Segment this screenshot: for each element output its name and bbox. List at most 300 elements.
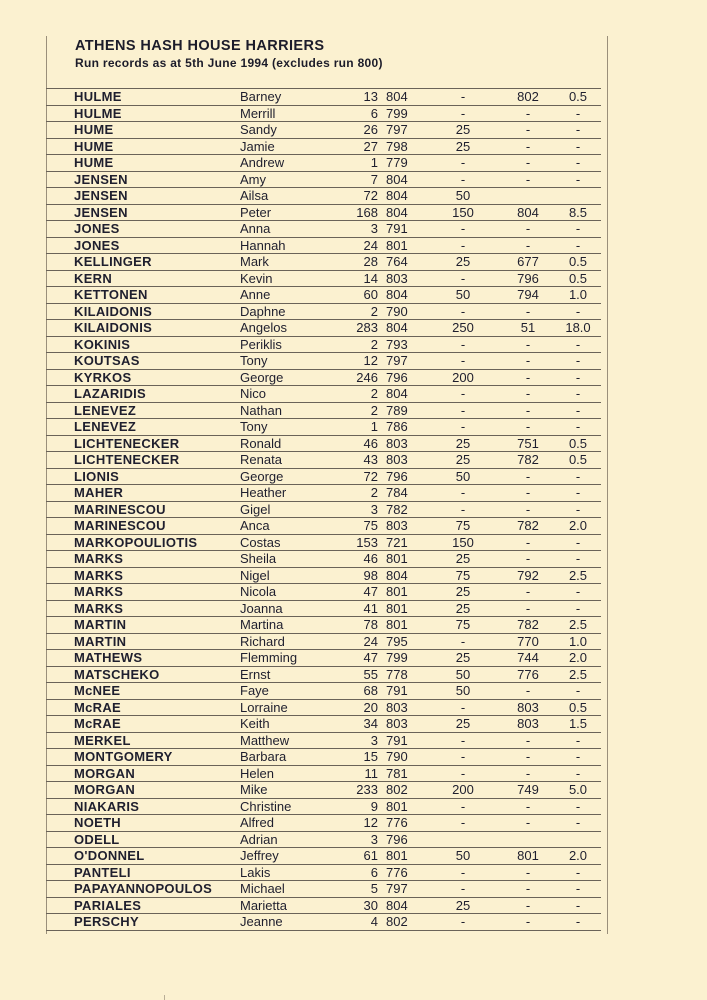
table-row <box>46 106 601 123</box>
surname-cell: KETTONEN <box>74 287 148 302</box>
first-name-cell: Jeffrey <box>240 848 279 863</box>
table-row <box>46 271 601 288</box>
ratio-cell: - <box>575 221 581 236</box>
runs-cell: 2 <box>370 402 378 418</box>
last-run-cell: 803 <box>386 699 408 715</box>
runs-cell: 24 <box>363 237 378 253</box>
runs-cell: 46 <box>363 435 378 451</box>
first-name-cell: Amy <box>240 171 266 187</box>
surname-cell: MARINESCOU <box>74 518 166 533</box>
last-hare-cell: - <box>525 501 531 517</box>
runs-cell: 30 <box>363 897 378 913</box>
first-name-cell: Mike <box>240 782 268 797</box>
surname-cell: MONTGOMERY <box>74 749 173 764</box>
ratio-cell: 0.5 <box>568 254 588 269</box>
first-name-cell: Tony <box>240 353 268 368</box>
last-hare-cell: - <box>525 353 531 368</box>
runs-cell: 3 <box>370 732 378 748</box>
first-name-cell: Angelos <box>240 320 287 335</box>
last-run-cell: 797 <box>386 881 408 896</box>
runs-cell: 168 <box>356 204 378 220</box>
runs-cell: 72 <box>363 468 378 484</box>
runs-cell: 98 <box>363 567 378 583</box>
ratio-cell: 2.0 <box>568 650 588 665</box>
runs-cell: 12 <box>363 815 378 830</box>
hare-cell: 25 <box>455 716 471 731</box>
surname-cell: HUME <box>74 155 114 170</box>
table-row <box>46 634 601 651</box>
first-name-cell: Anca <box>240 518 270 533</box>
last-hare-cell: 796 <box>517 270 539 286</box>
first-name-cell: Barbara <box>240 749 287 764</box>
ratio-cell: - <box>575 765 581 781</box>
runs-cell: 72 <box>363 188 378 203</box>
hare-cell: - <box>460 221 466 236</box>
table-row <box>46 386 601 403</box>
ratio-cell: - <box>575 815 581 830</box>
last-run-cell: 789 <box>386 402 408 418</box>
last-hare-cell: - <box>525 798 531 814</box>
table-row <box>46 617 601 634</box>
ratio-cell: - <box>575 155 581 170</box>
surname-cell: KERN <box>74 270 113 286</box>
table-row <box>46 518 601 535</box>
last-hare-cell: - <box>525 155 531 170</box>
runs-cell: 233 <box>356 782 378 797</box>
first-name-cell: Jeanne <box>240 914 283 929</box>
ratio-cell: 1.5 <box>568 716 588 731</box>
table-row <box>46 155 601 172</box>
last-run-cell: 804 <box>386 386 408 401</box>
surname-cell: MARTIN <box>74 617 127 632</box>
hare-cell: 75 <box>455 617 471 632</box>
table-row <box>46 601 601 618</box>
last-run-cell: 801 <box>386 600 408 616</box>
table-row <box>46 898 601 915</box>
surname-cell: LENEVEZ <box>74 419 137 434</box>
runs-cell: 1 <box>370 419 378 434</box>
last-hare-cell: - <box>525 914 531 929</box>
runs-cell: 6 <box>370 864 378 880</box>
runs-cell: 60 <box>363 287 378 302</box>
hare-cell: 200 <box>452 782 474 797</box>
runs-cell: 47 <box>363 584 378 599</box>
ratio-cell: 1.0 <box>568 287 588 302</box>
first-name-cell: Ernst <box>240 666 271 682</box>
runs-cell: 46 <box>363 551 378 566</box>
surname-cell: JENSEN <box>74 188 128 203</box>
table-row <box>46 568 601 585</box>
last-hare-cell: 802 <box>517 89 539 104</box>
hare-cell: 50 <box>455 848 471 863</box>
surname-cell: NIAKARIS <box>74 798 140 814</box>
runs-cell: 47 <box>363 650 378 665</box>
document-title: ATHENS HASH HOUSE HARRIERS <box>75 38 325 54</box>
ratio-cell: - <box>575 369 581 385</box>
last-run-cell: 804 <box>386 204 408 220</box>
runs-cell: 12 <box>363 353 378 368</box>
last-hare-cell: - <box>525 402 531 418</box>
table-row <box>46 89 601 106</box>
runs-cell: 11 <box>364 765 378 781</box>
first-name-cell: Periklis <box>240 336 282 352</box>
ratio-cell: 2.0 <box>568 848 588 863</box>
surname-cell: MARKS <box>74 600 124 616</box>
last-hare-cell: - <box>525 386 531 401</box>
fold-mark <box>164 995 172 1000</box>
runs-cell: 28 <box>363 254 378 269</box>
runs-cell: 78 <box>363 617 378 632</box>
runs-cell: 2 <box>370 485 378 500</box>
surname-cell: O'DONNEL <box>74 848 145 863</box>
surname-cell: MARKS <box>74 551 124 566</box>
surname-cell: KOUTSAS <box>74 353 140 368</box>
first-name-cell: George <box>240 468 284 484</box>
surname-cell: JENSEN <box>74 171 128 187</box>
first-name-cell: Tony <box>240 419 268 434</box>
first-name-cell: Costas <box>240 534 281 550</box>
table-row <box>46 172 601 189</box>
surname-cell: MATHEWS <box>74 650 143 665</box>
last-run-cell: 797 <box>386 353 408 368</box>
runs-cell: 75 <box>363 518 378 533</box>
surname-cell: PARIALES <box>74 897 142 913</box>
ratio-cell: 0.5 <box>568 270 588 286</box>
last-hare-cell: 782 <box>517 518 539 533</box>
last-run-cell: 801 <box>386 848 408 863</box>
hare-cell: - <box>460 171 466 187</box>
surname-cell: MARKS <box>74 584 124 599</box>
table-row <box>46 716 601 733</box>
runs-cell: 20 <box>363 699 378 715</box>
last-hare-cell: - <box>525 864 531 880</box>
surname-cell: JENSEN <box>74 204 128 220</box>
table-row <box>46 700 601 717</box>
table-row <box>46 485 601 502</box>
ratio-cell: 0.5 <box>568 699 588 715</box>
surname-cell: MATSCHEKO <box>74 666 160 682</box>
hare-cell: 50 <box>455 666 471 682</box>
ratio-cell: - <box>575 749 581 764</box>
runs-cell: 1 <box>370 155 378 170</box>
last-run-cell: 803 <box>386 435 408 451</box>
last-hare-cell: - <box>525 600 531 616</box>
table-row <box>46 287 601 304</box>
last-hare-cell: 794 <box>517 287 539 302</box>
surname-cell: PERSCHY <box>74 914 139 929</box>
last-hare-cell: - <box>525 897 531 913</box>
table-row <box>46 370 601 387</box>
last-hare-cell: - <box>525 732 531 748</box>
table-row <box>46 749 601 766</box>
first-name-cell: Kevin <box>240 270 273 286</box>
last-hare-cell: 792 <box>517 567 539 583</box>
hare-cell: 25 <box>455 435 471 451</box>
first-name-cell: Joanna <box>240 600 283 616</box>
last-hare-cell: - <box>525 369 531 385</box>
runs-cell: 3 <box>370 501 378 517</box>
hare-cell: - <box>460 336 466 352</box>
surname-cell: MARKOPOULIOTIS <box>74 534 198 550</box>
ratio-cell: - <box>575 105 581 121</box>
first-name-cell: Nathan <box>240 402 282 418</box>
runs-cell: 15 <box>363 749 378 764</box>
hare-cell: 25 <box>455 551 471 566</box>
last-hare-cell: - <box>525 303 531 319</box>
last-run-cell: 791 <box>386 683 408 698</box>
surname-cell: KELLINGER <box>74 254 152 269</box>
hare-cell: - <box>460 732 466 748</box>
runs-cell: 13 <box>363 89 378 104</box>
hare-cell: - <box>460 386 466 401</box>
table-row <box>46 683 601 700</box>
surname-cell: MERKEL <box>74 732 131 748</box>
hare-cell: - <box>460 402 466 418</box>
table-row <box>46 881 601 898</box>
surname-cell: KYRKOS <box>74 369 132 385</box>
runs-cell: 3 <box>370 221 378 236</box>
hare-cell: - <box>460 765 466 781</box>
last-hare-cell: - <box>525 237 531 253</box>
table-row <box>46 188 601 205</box>
hare-cell: - <box>460 419 466 434</box>
last-run-cell: 721 <box>386 534 408 550</box>
first-name-cell: Anna <box>240 221 271 236</box>
table-row <box>46 782 601 799</box>
ratio-cell: 18.0 <box>565 320 591 335</box>
first-name-cell: Helen <box>240 765 274 781</box>
hare-cell: 25 <box>455 122 471 137</box>
first-name-cell: Jamie <box>240 138 275 154</box>
table-row <box>46 254 601 271</box>
surname-cell: MORGAN <box>74 782 136 797</box>
last-run-cell: 802 <box>386 914 408 929</box>
last-hare-cell: 677 <box>517 254 539 269</box>
ratio-cell: - <box>575 402 581 418</box>
runs-cell: 27 <box>363 138 378 154</box>
surname-cell: PAPAYANNOPOULOS <box>74 881 213 896</box>
hare-cell: 50 <box>455 683 471 698</box>
ratio-cell: - <box>575 386 581 401</box>
last-run-cell: 804 <box>386 897 408 913</box>
ratio-cell: - <box>575 138 581 154</box>
last-run-cell: 776 <box>386 815 408 830</box>
first-name-cell: Matthew <box>240 732 290 748</box>
ratio-cell: - <box>575 732 581 748</box>
first-name-cell: Hannah <box>240 237 286 253</box>
last-run-cell: 778 <box>386 666 408 682</box>
hare-cell: - <box>460 353 466 368</box>
first-name-cell: Ronald <box>240 435 282 451</box>
surname-cell: LENEVEZ <box>74 402 137 418</box>
first-name-cell: Nico <box>240 386 267 401</box>
last-hare-cell: - <box>525 749 531 764</box>
first-name-cell: Nicola <box>240 584 277 599</box>
hare-cell: - <box>460 89 466 104</box>
first-name-cell: Michael <box>240 881 285 896</box>
table-row <box>46 799 601 816</box>
first-name-cell: Faye <box>240 683 269 698</box>
last-run-cell: 796 <box>386 369 408 385</box>
last-run-cell: 801 <box>386 617 408 632</box>
last-run-cell: 799 <box>386 105 408 121</box>
hare-cell: 25 <box>455 584 471 599</box>
last-hare-cell: 782 <box>517 452 539 467</box>
last-run-cell: 796 <box>386 468 408 484</box>
last-run-cell: 803 <box>386 518 408 533</box>
last-hare-cell: 744 <box>517 650 539 665</box>
hare-cell: - <box>460 798 466 814</box>
last-run-cell: 776 <box>386 864 408 880</box>
hare-cell: - <box>460 155 466 170</box>
ratio-cell: - <box>575 897 581 913</box>
runs-cell: 43 <box>363 452 378 467</box>
runs-cell: 26 <box>363 122 378 137</box>
first-name-cell: Sheila <box>240 551 277 566</box>
first-name-cell: Heather <box>240 485 287 500</box>
table-row <box>46 733 601 750</box>
last-hare-cell: - <box>525 122 531 137</box>
table-row <box>46 584 601 601</box>
runs-cell: 2 <box>370 386 378 401</box>
surname-cell: LIONIS <box>74 468 120 484</box>
runs-cell: 3 <box>370 831 378 847</box>
first-name-cell: Renata <box>240 452 282 467</box>
ratio-cell: - <box>575 534 581 550</box>
runs-cell: 24 <box>363 633 378 649</box>
table-row <box>46 419 601 436</box>
table-row <box>46 667 601 684</box>
ratio-cell: - <box>575 600 581 616</box>
last-run-cell: 797 <box>386 122 408 137</box>
last-hare-cell: 776 <box>517 666 539 682</box>
first-name-cell: Martina <box>240 617 284 632</box>
hare-cell: 50 <box>455 468 471 484</box>
hare-cell: 250 <box>452 320 474 335</box>
hare-cell: - <box>460 237 466 253</box>
last-hare-cell: - <box>525 138 531 154</box>
last-hare-cell: 749 <box>517 782 539 797</box>
runs-cell: 14 <box>363 270 378 286</box>
ratio-cell: 0.5 <box>568 452 588 467</box>
surname-cell: NOETH <box>74 815 121 830</box>
surname-cell: PANTELI <box>74 864 131 880</box>
table-row <box>46 551 601 568</box>
surname-cell: McNEE <box>74 683 121 698</box>
last-run-cell: 804 <box>386 89 408 104</box>
last-run-cell: 802 <box>386 782 408 797</box>
table-row <box>46 848 601 865</box>
ratio-cell: - <box>575 501 581 517</box>
ratio-cell: - <box>575 864 581 880</box>
hare-cell: 25 <box>455 650 471 665</box>
surname-cell: HUME <box>74 138 114 154</box>
ratio-cell: 1.0 <box>568 633 588 649</box>
last-hare-cell: - <box>525 468 531 484</box>
last-run-cell: 790 <box>386 303 408 319</box>
last-hare-cell: - <box>525 881 531 896</box>
hare-cell: - <box>460 501 466 517</box>
hare-cell: - <box>460 815 466 830</box>
last-run-cell: 804 <box>386 188 408 203</box>
last-run-cell: 795 <box>386 633 408 649</box>
table-row <box>46 139 601 156</box>
last-hare-cell: - <box>525 551 531 566</box>
ratio-cell: - <box>575 881 581 896</box>
last-hare-cell: 751 <box>517 435 539 451</box>
table-row <box>46 452 601 469</box>
first-name-cell: Richard <box>240 633 285 649</box>
last-run-cell: 764 <box>386 254 408 269</box>
table-row <box>46 650 601 667</box>
last-hare-cell: - <box>525 765 531 781</box>
last-hare-cell: - <box>525 534 531 550</box>
last-hare-cell: - <box>525 171 531 187</box>
surname-cell: MARTIN <box>74 633 127 649</box>
table-row <box>46 238 601 255</box>
surname-cell: HULME <box>74 89 122 104</box>
hare-cell: 75 <box>455 518 471 533</box>
first-name-cell: Anne <box>240 287 271 302</box>
surname-cell: LICHTENECKER <box>74 435 180 451</box>
hare-cell: - <box>460 914 466 929</box>
ratio-cell: - <box>575 122 581 137</box>
ratio-cell: - <box>575 798 581 814</box>
last-run-cell: 779 <box>386 155 408 170</box>
first-name-cell: Sandy <box>240 122 277 137</box>
first-name-cell: Christine <box>240 798 292 814</box>
surname-cell: MARINESCOU <box>74 501 166 517</box>
ratio-cell: 2.0 <box>568 518 588 533</box>
surname-cell: HULME <box>74 105 122 121</box>
runs-cell: 9 <box>370 798 378 814</box>
first-name-cell: Nigel <box>240 567 270 583</box>
hare-cell: 50 <box>455 188 471 203</box>
table-row <box>46 535 601 552</box>
first-name-cell: Marietta <box>240 897 287 913</box>
ratio-cell: 2.5 <box>568 666 588 682</box>
hare-cell: 200 <box>452 369 474 385</box>
last-hare-cell: - <box>525 683 531 698</box>
runs-cell: 68 <box>363 683 378 698</box>
last-run-cell: 781 <box>386 765 408 781</box>
table-row <box>46 815 601 832</box>
last-run-cell: 804 <box>386 567 408 583</box>
surname-cell: KILAIDONIS <box>74 320 153 335</box>
runs-cell: 2 <box>370 303 378 319</box>
page-right-rule <box>607 36 608 934</box>
surname-cell: LAZARIDIS <box>74 386 147 401</box>
runs-cell: 283 <box>356 320 378 335</box>
last-hare-cell: - <box>525 485 531 500</box>
last-hare-cell: 782 <box>517 617 539 632</box>
ratio-cell: 8.5 <box>568 204 588 220</box>
runs-cell: 4 <box>370 914 378 929</box>
surname-cell: MORGAN <box>74 765 136 781</box>
ratio-cell: - <box>575 237 581 253</box>
table-row <box>46 865 601 882</box>
runs-cell: 153 <box>356 534 378 550</box>
ratio-cell: - <box>575 914 581 929</box>
last-hare-cell: 803 <box>517 699 539 715</box>
last-run-cell: 796 <box>386 831 408 847</box>
last-hare-cell: - <box>525 221 531 236</box>
table-row <box>46 914 601 931</box>
last-run-cell: 786 <box>386 419 408 434</box>
first-name-cell: Adrian <box>240 831 278 847</box>
last-run-cell: 799 <box>386 650 408 665</box>
last-hare-cell: - <box>525 336 531 352</box>
